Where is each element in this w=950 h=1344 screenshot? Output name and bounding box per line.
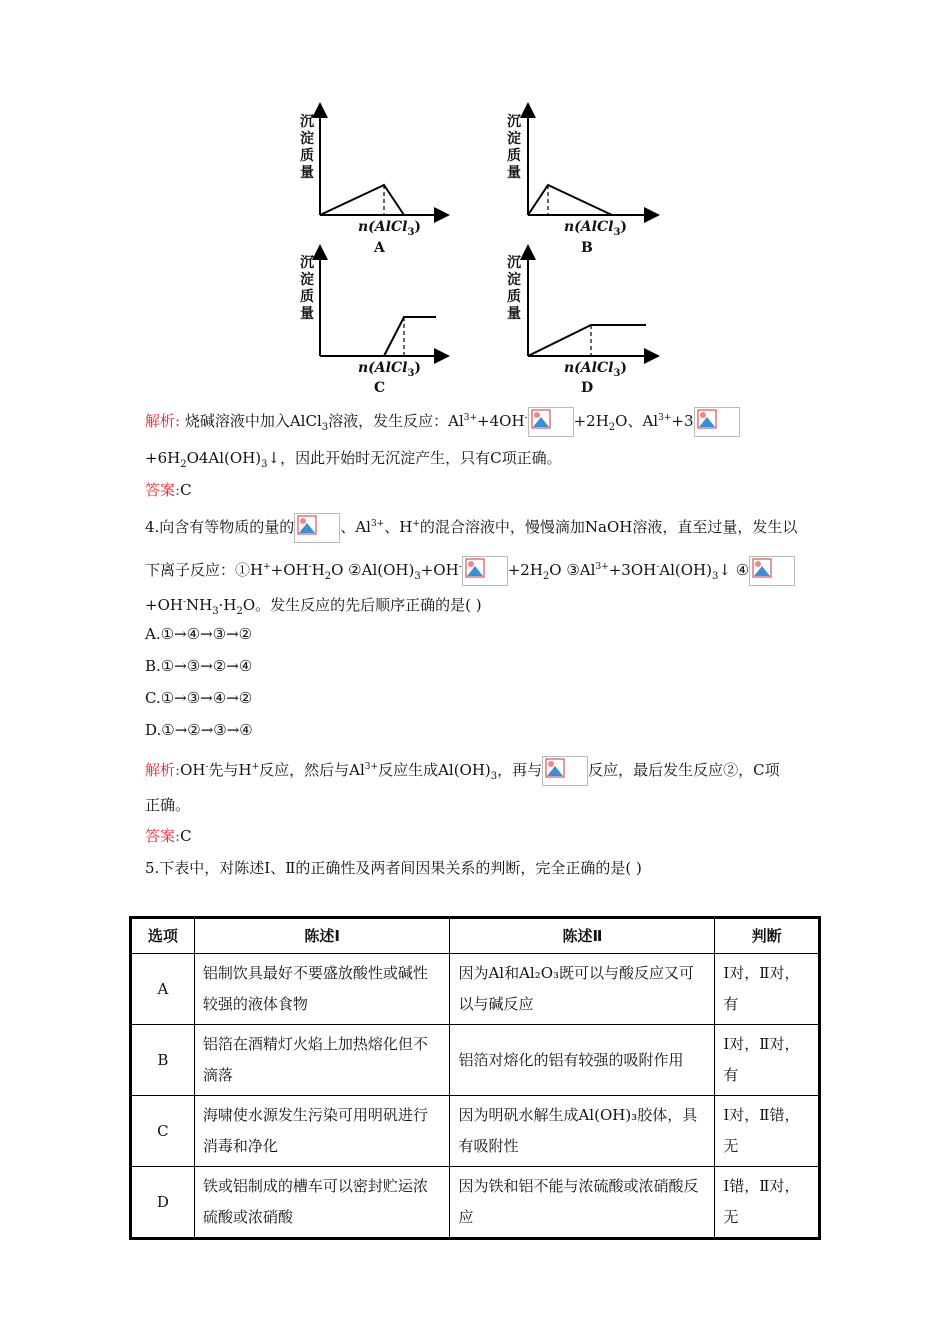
q4-option-c: C.①→③→④→②	[145, 689, 253, 707]
graph-d	[528, 252, 652, 356]
table-row	[131, 1096, 820, 1167]
q3-analysis-line2: $+6H_2O4Al(OH)_3↓$，因此开始时无沉淀产生，只有C项正确。	[145, 449, 562, 470]
graph-c-line	[384, 317, 436, 356]
graph-c-xlabel: n(AlCl$_3$)	[358, 360, 422, 379]
q4-analysis-line1: 解析:OH-先与H+反应，然后与$Al^{3+}$反应生成$Al(OH)_3$，再与 反应，最后发生反应②，C项	[145, 756, 780, 786]
table-cell: C	[131, 1096, 195, 1167]
table-cell: A	[131, 954, 195, 1025]
table-cell: Ⅰ对，Ⅱ对，有	[715, 954, 820, 1025]
table-cell: 铝箔对熔化的铝有较强的吸附作用	[450, 1025, 715, 1096]
table-cell: 因为铁和铝不能与浓硫酸或浓硝酸反应	[450, 1167, 715, 1239]
table-cell: Ⅰ错，Ⅱ对，无	[715, 1167, 820, 1239]
graph-a-letter: A	[374, 240, 385, 256]
q4-answer: 答案:C	[145, 827, 192, 845]
graph-b-line	[528, 185, 612, 215]
broken-image-icon	[749, 556, 795, 586]
graph-a-line	[320, 185, 404, 215]
q4-stem-line3: $+OH^-NH_3\cdot H_2O$。发生反应的先后顺序正确的是( )	[145, 596, 482, 617]
q4-stem-line1: 4.向含有等物质的量的 、$Al^{3+}$、H+的混合溶液中，慢慢滴加NaOH溶液，直至过量，发生以	[145, 513, 797, 543]
broken-image-icon	[542, 756, 588, 786]
graph-c	[320, 252, 442, 356]
graph-d-letter: D	[581, 380, 594, 396]
q4-option-b: B.①→③→②→④	[145, 657, 253, 675]
table-cell: B	[131, 1025, 195, 1096]
table-cell: 因为Al和Al₂O₃既可以与酸反应又可以与碱反应	[450, 954, 715, 1025]
q4-analysis-line2: 正确。	[145, 796, 191, 814]
graph-b-letter: B	[581, 240, 593, 256]
table-cell: Ⅰ对，Ⅱ对，有	[715, 1025, 820, 1096]
table-cell: 因为明矾水解生成Al(OH)₃胶体，具有吸附性	[450, 1096, 715, 1167]
graph-b	[528, 110, 652, 215]
table-header: 判断	[715, 918, 820, 954]
graph-a	[320, 110, 442, 215]
analysis-label: 解析:	[145, 412, 181, 430]
table-row	[131, 954, 820, 1025]
table-row	[131, 1025, 820, 1096]
q4-option-a: A.①→④→③→②	[145, 625, 253, 643]
table-row	[131, 1167, 820, 1239]
table-cell: D	[131, 1167, 195, 1239]
graph-b-ylabel: 沉 淀 质 量	[507, 114, 521, 181]
graph-d-xlabel: n(AlCl$_3$)	[564, 360, 628, 379]
table-cell: 铝制饮具最好不要盛放酸性或碱性较强的液体食物	[194, 954, 450, 1025]
table-cell: 铁或铝制成的槽车可以密封贮运浓硫酸或浓硝酸	[194, 1167, 450, 1239]
table-header-row	[131, 918, 820, 954]
graphs-figure	[290, 100, 670, 400]
table-header: 陈述Ⅱ	[450, 918, 715, 954]
q4-option-d: D.①→②→③→④	[145, 721, 253, 739]
broken-image-icon	[528, 407, 574, 437]
table-cell: 海啸使水源发生污染可用明矾进行消毒和净化	[194, 1096, 450, 1167]
table-cell: Ⅰ对，Ⅱ错，无	[715, 1096, 820, 1167]
graph-d-line	[528, 325, 646, 356]
graph-d-ylabel: 沉 淀 质 量	[507, 255, 521, 322]
graph-c-letter: C	[374, 380, 386, 396]
graph-a-ylabel: 沉 淀 质 量	[300, 114, 314, 181]
graph-b-xlabel: n(AlCl$_3$)	[564, 219, 628, 238]
broken-image-icon	[694, 407, 740, 437]
graph-c-ylabel: 沉 淀 质 量	[300, 255, 314, 322]
table-cell: 铝箔在酒精灯火焰上加热熔化但不滴落	[194, 1025, 450, 1096]
q3-answer: 答案:C	[145, 481, 192, 499]
q5-table	[129, 916, 821, 1240]
q3-analysis-line1: 解析: 烧碱溶液中加入AlCl$_3$溶液，发生反应：$Al^{3+}+4OH^-$ $+2H_2O$、$Al^{3+}+3$	[145, 407, 740, 437]
broken-image-icon	[462, 556, 508, 586]
table-header: 陈述Ⅰ	[194, 918, 450, 954]
q5-stem: 5.下表中，对陈述Ⅰ、Ⅱ的正确性及两者间因果关系的判断，完全正确的是( )	[145, 859, 642, 877]
table-header: 选项	[131, 918, 195, 954]
graph-a-xlabel: n(AlCl$_3$)	[358, 219, 422, 238]
broken-image-icon	[294, 513, 340, 543]
q4-stem-line2: 下离子反应：$①H^++OH^-H_2O$ $②Al(OH)_3+OH^-$ $+2H_2O$ $③Al^{3+}+3OH^-Al(OH)_3↓$ ④	[145, 556, 795, 586]
